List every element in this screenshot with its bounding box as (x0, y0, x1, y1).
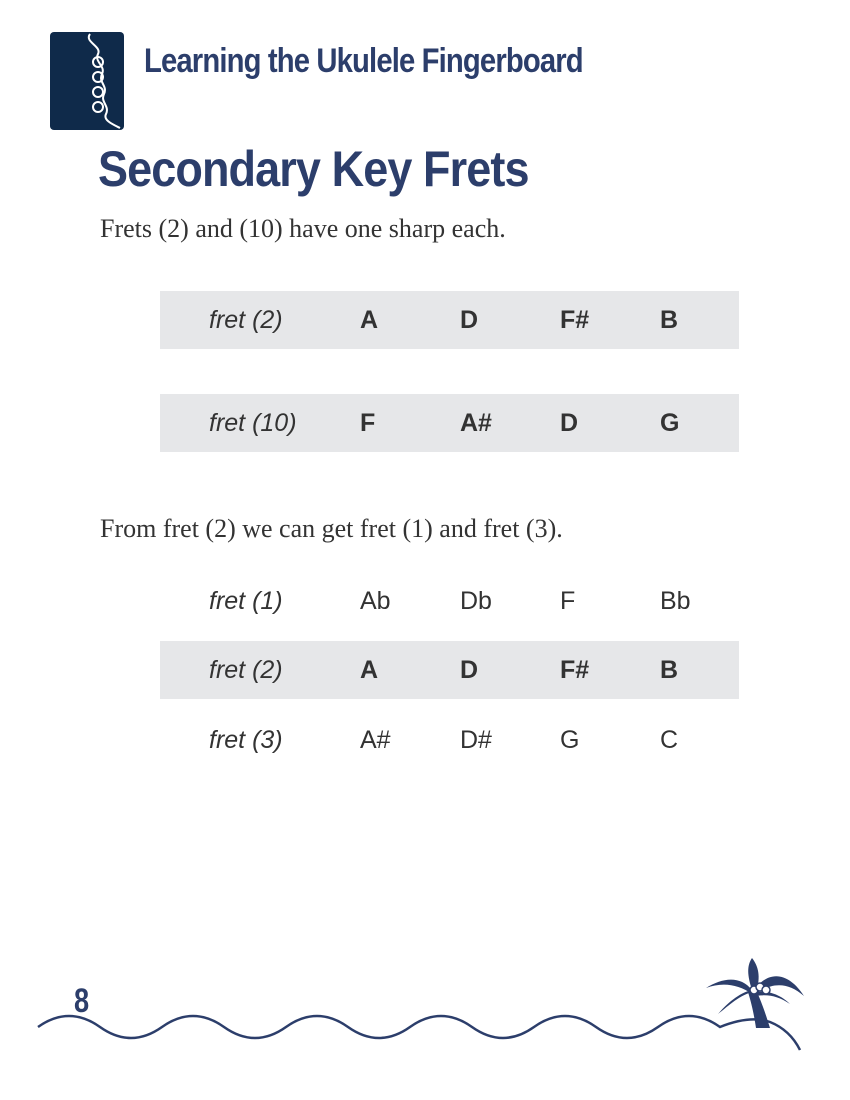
palm-tree-icon (706, 958, 804, 1028)
fret-label: fret (2) (209, 306, 283, 334)
fret-label: fret (1) (209, 587, 283, 615)
note-cell: D# (460, 726, 492, 754)
note-cell: F# (560, 656, 590, 684)
section-title: Secondary Key Frets (98, 141, 529, 197)
ukulele-headstock-icon (50, 32, 124, 130)
page-number: 8 (74, 982, 90, 1020)
note-cell: G (560, 726, 580, 754)
note-cell: Bb (660, 587, 691, 615)
key-fret-row (160, 291, 739, 349)
note-cell: F (560, 587, 576, 615)
key-fret-row (160, 394, 739, 452)
headstock-drawing (50, 32, 124, 130)
note-cell: Ab (360, 587, 391, 615)
fret-label: fret (2) (209, 656, 283, 684)
note-cell: F (360, 409, 376, 437)
derived-fret-row (160, 641, 739, 699)
note-cell: B (660, 306, 679, 334)
wave-line-icon (38, 1016, 800, 1050)
footer-decoration (0, 940, 850, 1080)
note-cell: D (460, 656, 479, 684)
note-cell: D (460, 306, 479, 334)
note-cell: A# (460, 409, 492, 437)
note-cell: A# (360, 726, 391, 754)
note-cell: F# (560, 306, 590, 334)
note-cell: Db (460, 587, 492, 615)
note-cell: G (660, 409, 680, 437)
note-cell: A (360, 656, 379, 684)
derived-text: From fret (2) we can get fret (1) and fret (3). (100, 514, 563, 543)
derived-fret-row (160, 572, 739, 630)
note-cell: A (360, 306, 379, 334)
note-cell: D (560, 409, 579, 437)
note-cell: C (660, 726, 679, 754)
fret-label: fret (3) (209, 726, 283, 754)
fret-label: fret (10) (209, 409, 297, 437)
derived-fret-row (160, 711, 739, 769)
intro-text: Frets (2) and (10) have one sharp each. (100, 214, 506, 243)
book-title: Learning the Ukulele Fingerboard (144, 42, 583, 80)
note-cell: B (660, 656, 679, 684)
